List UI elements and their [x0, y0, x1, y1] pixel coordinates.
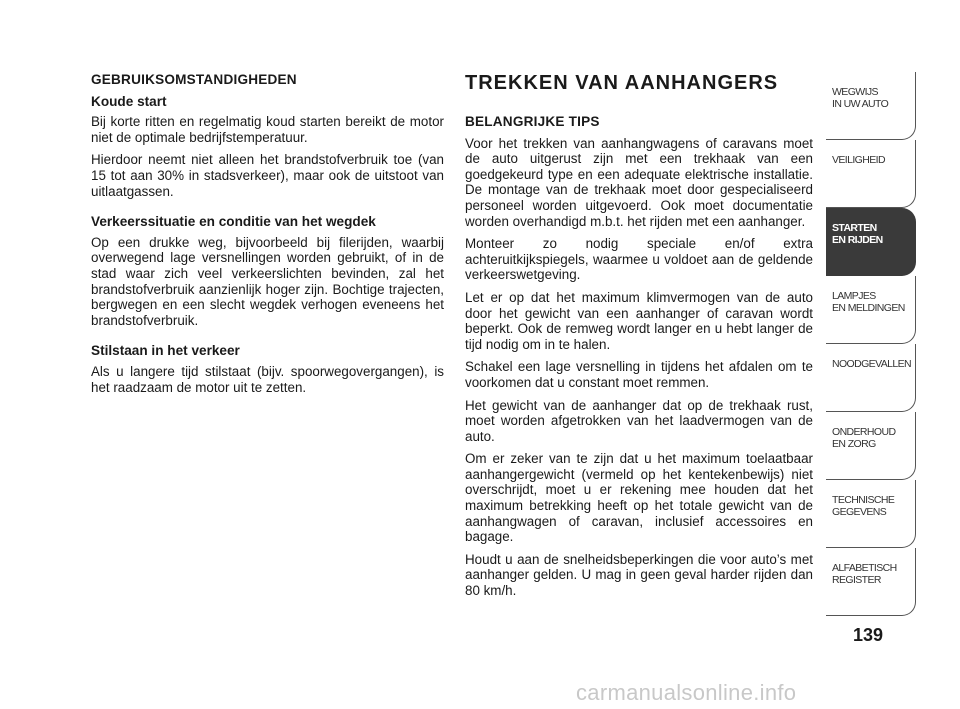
tips-paragraph-6: Om er zeker van te zijn dat u het maximum toelaatbaar aanhangergewicht (vermeld op het kentekenbewijs) niet overschrijdt, moet u er rekening mee houden dat het maximum betrekking heeft op het totale gewicht van de aanhangwagen of caravan, inclusief accessoires en bagage.	[465, 451, 813, 545]
tab-alfabetisch-register[interactable]: ALFABETISCH REGISTER	[826, 548, 916, 616]
left-column	[91, 72, 444, 402]
page-title: TREKKEN VAN AANHANGERS	[465, 72, 779, 94]
standstill-title: Stilstaan in het verkeer	[91, 343, 240, 359]
tab-onderhoud[interactable]: ONDERHOUD EN ZORG	[826, 412, 916, 480]
right-column	[465, 72, 813, 606]
tips-heading: BELANGRIJKE TIPS	[465, 114, 600, 129]
chapter-tabs	[826, 72, 916, 616]
standstill-paragraph: Als u langere tijd stilstaat (bijv. spoorwegovergangen), is het raadzaam de motor uit te zetten.	[91, 363, 444, 395]
tab-veiligheid[interactable]: VEILIGHEID	[826, 140, 916, 208]
cold-start-paragraph-1: Bij korte ritten en regelmatig koud starten bereikt de motor niet de optimale bedrijfstemperatuur.	[91, 114, 444, 145]
watermark: carmanualsonline.info	[576, 680, 797, 705]
tips-paragraph-1: Voor het trekken van aanhangwagens of caravans moet de auto uitgerust zijn met een trekhaak van een goedgekeurd type en een adequate elektrische installatie. De montage van de trekhaak moet door gespecialiseerd personeel worden uitgevoerd. Ook moet documentatie worden overhandigd m.b.t. het rijden met een aanhanger.	[465, 135, 813, 229]
cold-start-title: Koude start	[91, 93, 167, 109]
traffic-road-paragraph: Op een drukke weg, bijvoorbeeld bij filerijden, waarbij overwegend lage versnellingen worden gebruikt, of in de stad waar zich veel verkeerslichten bevinden, zal het brandstofverbruik aanzienlijk hoger zijn. Bochtige trajecten, bergwegen en een slecht wegdek verhogen eveneens het brandstofverbruik.	[91, 234, 444, 328]
tips-paragraph-2: Monteer zo nodig speciale en/of extra achteruitkijkspiegels, waarmee u voldoet aan de geldende verkeerswetgeving.	[465, 236, 813, 283]
page-number: 139	[852, 625, 884, 645]
traffic-road-title: Verkeerssituatie en conditie van het wegdek	[91, 214, 376, 230]
cold-start-paragraph-2: Hierdoor neemt niet alleen het brandstofverbruik toe (van 15 tot aan 30% in stadsverkeer), maar ook de uitstoot van uitlaatgassen.	[91, 152, 444, 199]
tab-wegwijs[interactable]: WEGWIJS IN UW AUTO	[826, 72, 916, 140]
section-heading: GEBRUIKSOMSTANDIGHEDEN	[91, 72, 297, 87]
tips-paragraph-4: Schakel een lage versnelling in tijdens het afdalen om te voorkomen dat u constant moet remmen.	[465, 359, 813, 390]
tab-technische-gegevens[interactable]: TECHNISCHE GEGEVENS	[826, 480, 916, 548]
tips-paragraph-5: Het gewicht van de aanhanger dat op de trekhaak rust, moet worden afgetrokken van het laadvermogen van de auto.	[465, 397, 813, 444]
tab-starten-en-rijden[interactable]: STARTEN EN RIJDEN	[826, 208, 916, 276]
tab-noodgevallen[interactable]: NOODGEVALLEN	[826, 344, 916, 412]
tips-paragraph-3: Let er op dat het maximum klimvermogen van de auto door het gewicht van een aanhanger of caravan wordt beperkt. Ook de remweg wordt langer en u hebt langer de tijd nodig om in te halen.	[465, 289, 813, 352]
tab-lampjes[interactable]: LAMPJES EN MELDINGEN	[826, 276, 916, 344]
tips-paragraph-7: Houdt u aan de snelheidsbeperkingen die voor auto’s met aanhanger gelden. U mag in geen geval harder rijden dan 80 km/h.	[465, 551, 813, 599]
